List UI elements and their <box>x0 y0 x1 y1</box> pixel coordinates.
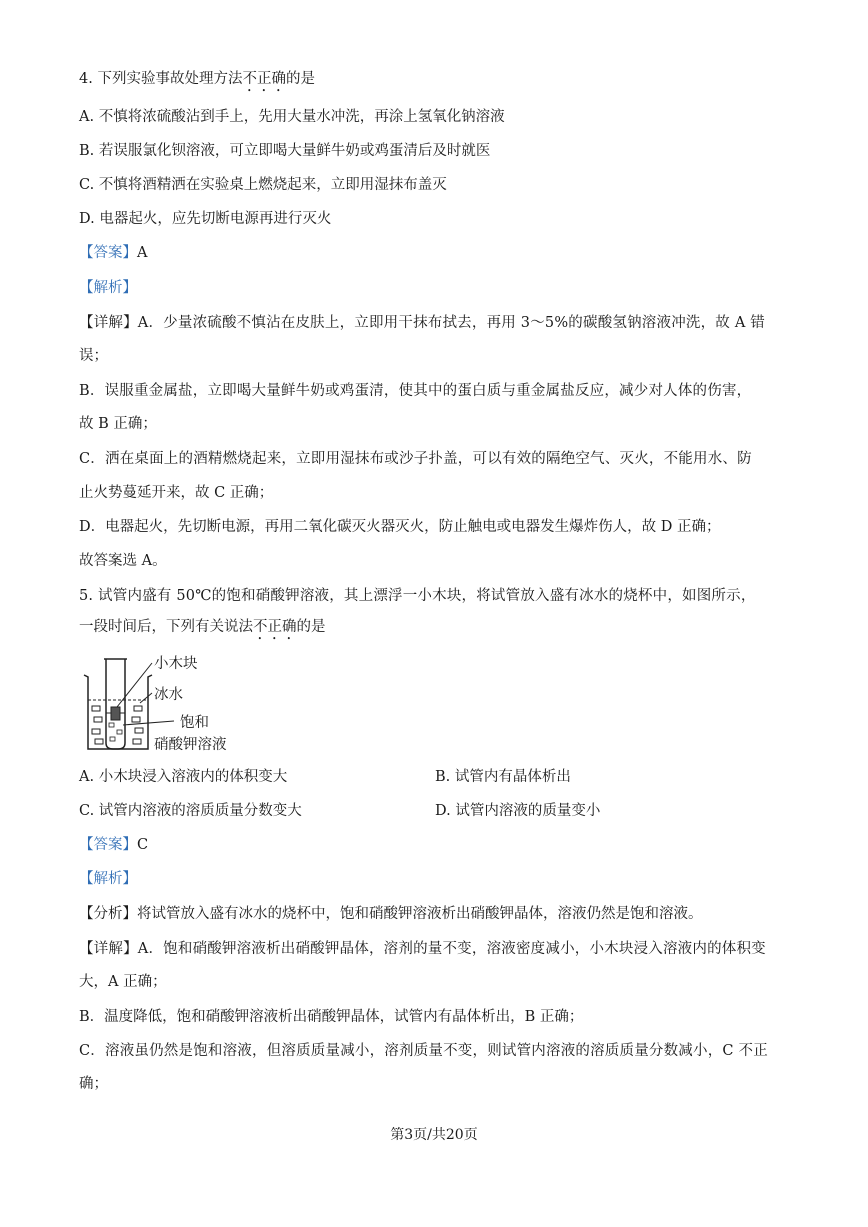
q5-option-b: B. 试管内有晶体析出 <box>435 769 571 785</box>
q4-detail-line: 故答案选 A。 <box>79 553 167 569</box>
q5-stem-emphasis: 不正确 <box>253 619 297 635</box>
q4-detail-line: 误； <box>79 348 108 364</box>
q5-detail-line: 大，A 正确； <box>79 974 167 990</box>
label-ice-water: 冰水 <box>154 687 183 703</box>
q5-detail-line: B．温度降低，饱和硝酸钾溶液析出硝酸钾晶体，试管内有晶体析出，B 正确； <box>79 1009 584 1025</box>
q4-option-b: B. 若误服氯化钡溶液，可立即喝大量鲜牛奶或鸡蛋清后及时就医 <box>79 143 491 159</box>
q4-detail-line: B．误服重金属盐，立即喝大量鲜牛奶或鸡蛋清，使其中的蛋白质与重金属盐反应，减少对人体的伤害， <box>79 383 752 399</box>
q4-answer-tag: 【答案】 <box>79 245 137 261</box>
q4-option-d: D. 电器起火，应先切断电源再进行灭火 <box>79 211 332 227</box>
q4-answer <box>79 243 147 263</box>
q5-analysis-tag: 【解析】 <box>79 871 137 887</box>
q5-analysis: 【分析】将试管放入盛有冰水的烧杯中，饱和硝酸钾溶液析出硝酸钾晶体，溶液仍然是饱和溶液。 <box>79 906 703 922</box>
q5-option-d: D. 试管内溶液的质量变小 <box>435 803 601 819</box>
q5-stem-line2 <box>79 617 326 643</box>
q5-stem-prefix: 一段时间后，下列有关说法 <box>79 619 253 635</box>
q4-analysis-tag: 【解析】 <box>79 280 137 296</box>
q5-stem-line1: 5. 试管内盛有 50℃的饱和硝酸钾溶液，其上漂浮一小木块，将试管放入盛有冰水的烧杯中，如图所示， <box>79 588 756 604</box>
q4-detail-line: 故 B 正确； <box>79 416 157 432</box>
q4-detail-line: D．电器起火，先切断电源，再用二氧化碳灭火器灭火，防止触电或电器发生爆炸伤人，故 D 正确； <box>79 519 721 535</box>
label-saturated: 饱和 <box>180 715 209 731</box>
q5-answer-tag: 【答案】 <box>79 837 137 853</box>
beaker-diagram <box>82 651 252 755</box>
q5-option-c: C. 试管内溶液的溶质质量分数变大 <box>79 803 302 819</box>
q5-stem-suffix: 的是 <box>296 619 326 635</box>
q5-detail-line: 【详解】A．饱和硝酸钾溶液析出硝酸钾晶体，溶剂的量不变，溶液密度减小，小木块浸入溶液内的体积变 <box>79 941 766 957</box>
q5-option-a: A. 小木块浸入溶液内的体积变大 <box>79 769 288 785</box>
page-number: 第3页/共20页 <box>390 1127 478 1143</box>
q5-detail-line: C．溶液虽仍然是饱和溶液，但溶质质量减小，溶剂质量不变，则试管内溶液的溶质质量分数减小，C 不正 <box>79 1043 768 1059</box>
q4-stem-suffix: 的是 <box>285 71 315 87</box>
q4-stem-prefix: 4. 下列实验事故处理方法 <box>79 71 243 87</box>
label-kno3-solution: 硝酸钾溶液 <box>154 737 227 753</box>
q5-answer-value: C <box>137 837 149 853</box>
q5-detail-line: 确； <box>79 1076 108 1092</box>
q4-detail-line: 【详解】A．少量浓硫酸不慎沾在皮肤上，立即用干抹布拭去，再用 3～5%的碳酸氢钠溶液冲洗，故 A 错 <box>79 315 765 331</box>
q4-option-a: A. 不慎将浓硫酸沾到手上，先用大量水冲洗，再涂上氢氧化钠溶液 <box>79 109 505 125</box>
q4-answer-value: A <box>137 245 148 261</box>
label-wood-block: 小木块 <box>154 656 198 672</box>
q4-stem-emphasis: 不正确 <box>242 71 286 87</box>
q4-option-c: C. 不慎将酒精洒在实验桌上燃烧起来，立即用湿抹布盖灭 <box>79 177 447 193</box>
q4-stem <box>79 69 315 95</box>
q4-detail-line: 止火势蔓延开来，故 C 正确； <box>79 485 274 501</box>
q4-detail-line: C．洒在桌面上的酒精燃烧起来，立即用湿抹布或沙子扑盖，可以有效的隔绝空气、灭火，不能用水、防 <box>79 451 752 467</box>
q5-answer <box>79 835 148 855</box>
